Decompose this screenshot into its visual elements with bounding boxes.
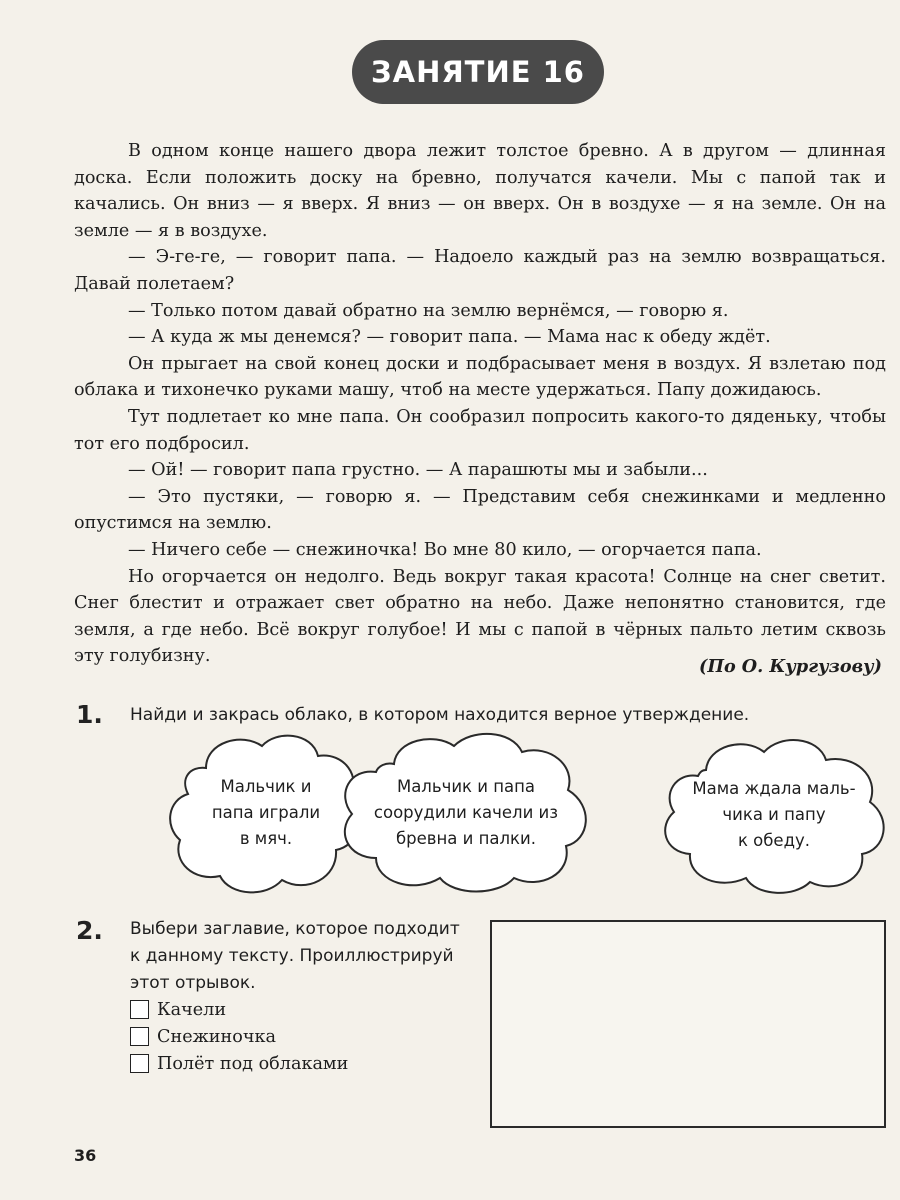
task-2-instruction-line: этот отрывок. xyxy=(130,973,256,993)
page-number: 36 xyxy=(74,1146,97,1165)
lesson-title-badge xyxy=(352,40,604,104)
illustration-box[interactable] xyxy=(490,920,886,1128)
story-paragraph: — Только потом давай обратно на землю вернёмся, — говорю я. xyxy=(128,300,729,321)
task-1-instruction: Найди и закрась облако, в котором находится верное утверждение. xyxy=(130,705,750,725)
story-attribution: (По О. Кургузову) xyxy=(699,656,882,677)
title-option[interactable] xyxy=(130,1050,348,1077)
cloud-text: Мальчик и папа играли в мяч. xyxy=(211,777,321,848)
story-paragraph: Тут подлетает ко мне папа. Он сообразил попросить какого-то дяденьку, чтобы тот его подбросил. xyxy=(74,406,886,454)
task-2-instruction-line: Выбери заглавие, которое подходит xyxy=(130,919,460,939)
story-text xyxy=(74,138,886,670)
checkbox[interactable] xyxy=(130,1027,149,1046)
option-label: Снежиночка xyxy=(157,1026,276,1047)
cloud-options xyxy=(150,728,890,898)
cloud-option-2[interactable] xyxy=(336,728,596,898)
lesson-title: ЗАНЯТИЕ 16 xyxy=(371,55,585,89)
story-paragraph: Но огорчается он недолго. Ведь вокруг такая красота! Солнце на снег светит. Снег блестит и отражает свет обратно на небо. Даже непонятно становится, где земля, а где небо. Всё вокруг голубое! И мы с папой в чёрных пальто летим сквозь эту голубизну. xyxy=(74,566,886,667)
story-paragraph: В одном конце нашего двора лежит толстое бревно. А в другом — длинная доска. Если положить доску на бревно, получатся качели. Мы с папой так и качались. Он вниз — я вверх. Я вниз — он вверх. Он в воздухе — я на земле. Он на земле — я в воздухе. xyxy=(74,141,886,241)
task-2-instruction-line: к данному тексту. Проиллюстрируй xyxy=(130,946,454,966)
option-label: Качели xyxy=(157,999,227,1020)
story-paragraph: — Ничего себе — снежиночка! Во мне 80 кило, — огорчается папа. xyxy=(128,539,762,560)
task-2-instruction xyxy=(130,916,480,997)
story-paragraph: Он прыгает на свой конец доски и подбрасывает меня в воздух. Я взлетаю под облака и тихонечко руками машу, чтоб на месте удержаться. Папу дожидаюсь. xyxy=(74,353,886,401)
story-paragraph: — Ой! — говорит папа грустно. — А парашюты мы и забыли... xyxy=(128,460,708,481)
cloud-text: Мальчик и папа соорудили качели из бревна и палки. xyxy=(373,777,559,848)
title-option[interactable] xyxy=(130,996,348,1023)
checkbox[interactable] xyxy=(130,1054,149,1073)
story-paragraph: — Э-ге-ге, — говорит папа. — Надоело каждый раз на землю возвращаться. Давай полетаем? xyxy=(74,247,886,294)
title-options xyxy=(130,996,348,1077)
task-2-number: 2. xyxy=(76,916,103,945)
story-paragraph: — А куда ж мы денемся? — говорит папа. — Мама нас к обеду ждёт. xyxy=(128,327,771,348)
cloud-text: Мама ждала маль- чика и папу к обеду. xyxy=(692,779,856,850)
task-1-number: 1. xyxy=(76,700,103,729)
checkbox[interactable] xyxy=(130,1000,149,1019)
story-paragraph: — Это пустяки, — говорю я. — Представим себя снежинками и медленно опустимся на землю. xyxy=(74,486,886,534)
cloud-option-3[interactable] xyxy=(658,732,890,898)
title-option[interactable] xyxy=(130,1023,348,1050)
option-label: Полёт под облаками xyxy=(157,1053,349,1074)
